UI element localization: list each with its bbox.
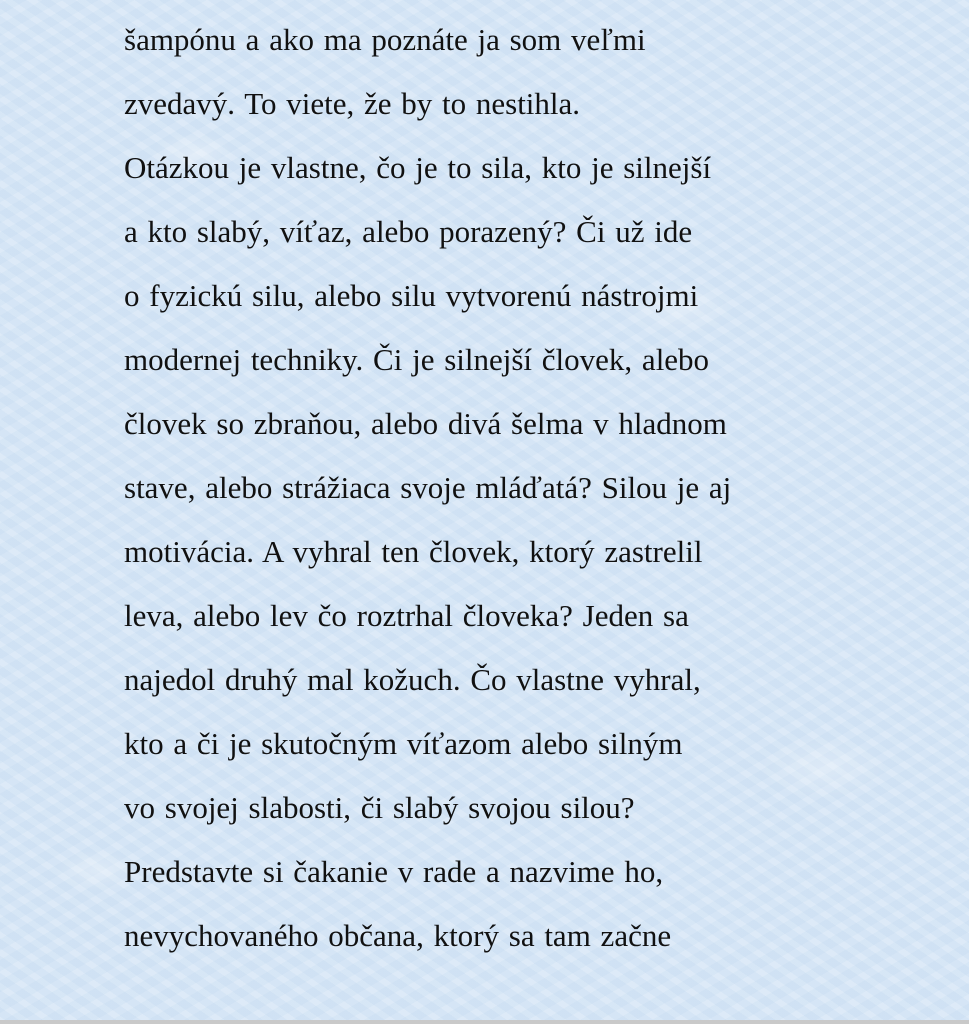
text-line-9: motivácia. A vyhral ten človek, ktorý zastrelil xyxy=(124,534,703,569)
text-line-2: zvedavý. To viete, že by to nestihla. xyxy=(124,86,581,121)
page-bottom-divider xyxy=(0,1020,969,1024)
text-line-6: modernej techniky. Či je silnejší človek, alebo xyxy=(124,342,710,377)
text-line-10: leva, alebo lev čo roztrhal človeka? Jeden sa xyxy=(124,598,689,633)
text-line-8: stave, alebo strážiaca svoje mláďatá? Silou je aj xyxy=(124,470,732,505)
text-line-4: a kto slabý, víťaz, alebo porazený? Či už ide xyxy=(124,214,693,249)
text-line-12: kto a či je skutočným víťazom alebo silným xyxy=(124,726,683,761)
text-line-14: Predstavte si čakanie v rade a nazvime ho, xyxy=(124,854,664,889)
text-line-1: šampónu a ako ma poznáte ja som veľmi xyxy=(124,22,646,57)
text-line-7: človek so zbraňou, alebo divá šelma v hladnom xyxy=(124,406,727,441)
text-line-11: najedol druhý mal kožuch. Čo vlastne vyhral, xyxy=(124,662,701,697)
text-line-13: vo svojej slabosti, či slabý svojou silou? xyxy=(124,790,635,825)
text-line-15: nevychovaného občana, ktorý sa tam začne xyxy=(124,918,672,953)
document-text xyxy=(124,8,944,968)
text-line-5: o fyzickú silu, alebo silu vytvorenú nástrojmi xyxy=(124,278,699,313)
text-line-3: Otázkou je vlastne, čo je to sila, kto je silnejší xyxy=(124,150,712,185)
